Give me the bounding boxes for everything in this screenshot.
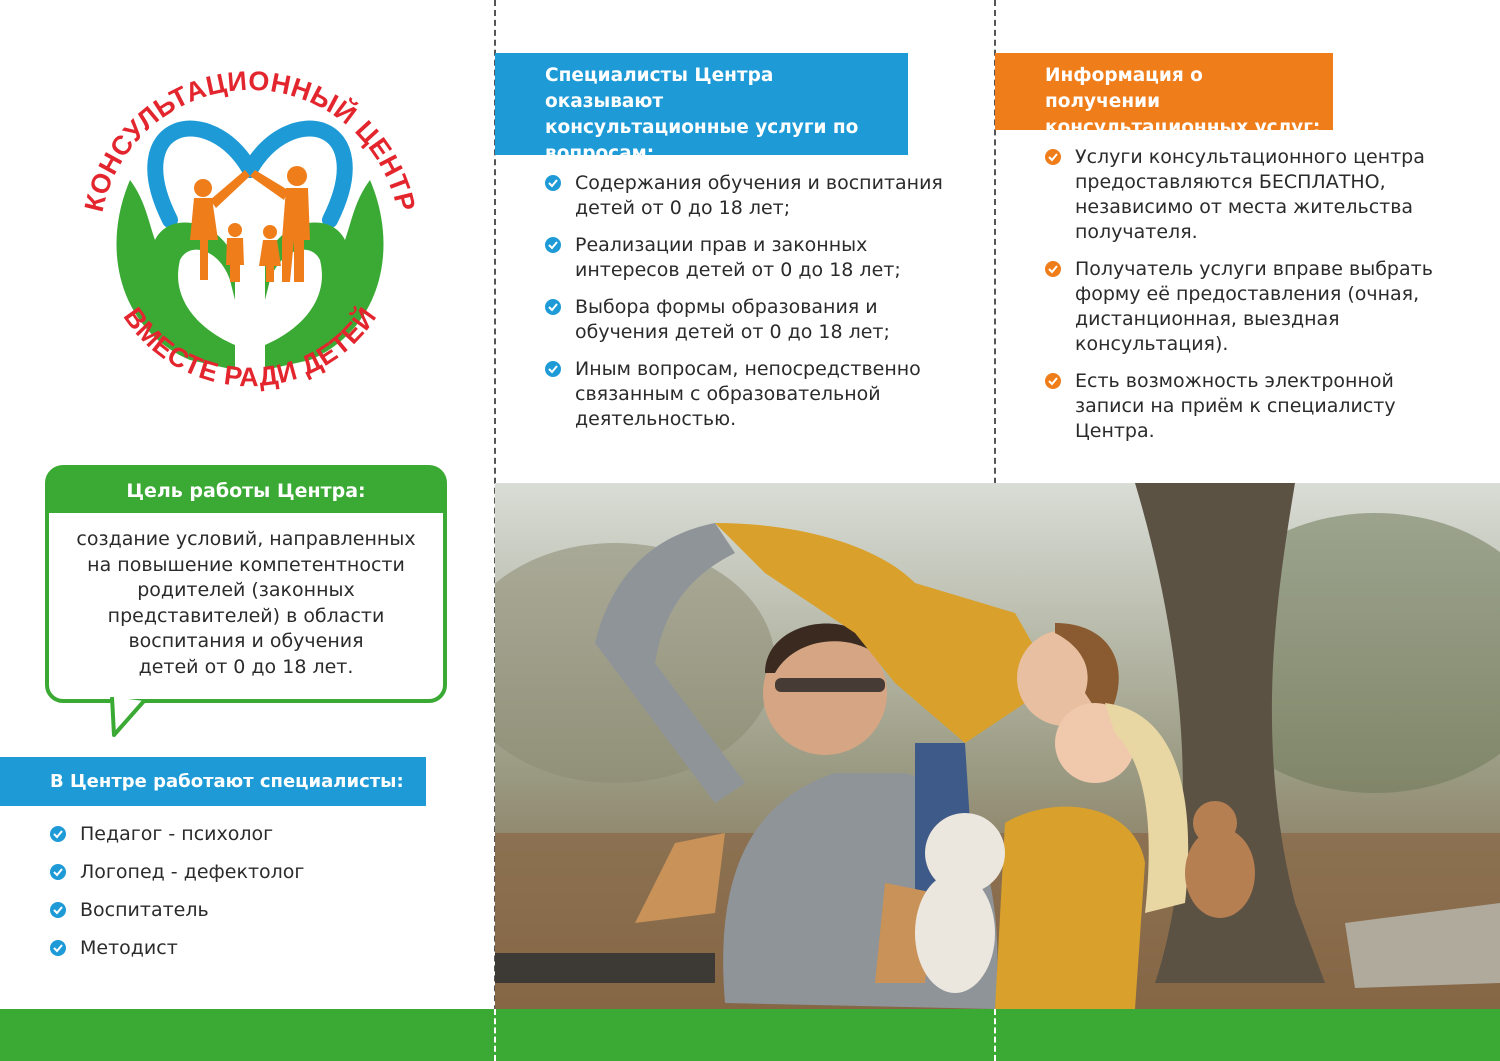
list-item: Реализации прав и законных интересов детей от 0 до 18 лет; (545, 233, 965, 283)
logo-arc-bottom: ВМЕСТЕ РАДИ ДЕТЕЙ (117, 301, 383, 393)
list-item: Получатель услуги вправе выбрать форму её предоставления (очная, дистанционная, выездная консультация). (1045, 257, 1465, 357)
check-circle-icon (545, 361, 561, 377)
family-photo (495, 483, 1500, 1009)
fold-line-bottom-right (994, 1009, 996, 1061)
bottom-bar (0, 1009, 1500, 1061)
goal-line: воспитания и обучения (128, 630, 364, 652)
list-item: Содержания обучения и воспитания детей от 0 до 18 лет; (545, 171, 965, 221)
goal-line: создание условий, направленных (76, 528, 416, 550)
info-title: Информация о получении консультационных услуг: (995, 53, 1333, 130)
goal-title: Цель работы Центра: (49, 469, 443, 513)
goal-line: представителей) в области (107, 604, 385, 627)
check-circle-icon (50, 826, 66, 842)
goal-bubble (45, 465, 447, 703)
list-item: Есть возможность электронной записи на приём к специалисту Центра. (1045, 369, 1465, 444)
logo (60, 60, 440, 420)
list-item: Выбора формы образования и обучения детей от 0 до 18 лет; (545, 295, 965, 345)
goal-line: родителей (законных (137, 579, 355, 601)
family-icon (190, 166, 310, 282)
check-circle-icon (1045, 261, 1061, 277)
list-item: Воспитатель (50, 898, 304, 936)
list-item: Методист (50, 936, 304, 974)
check-circle-icon (50, 864, 66, 880)
list-item: Логопед - дефектолог (50, 860, 304, 898)
check-circle-icon (1045, 373, 1061, 389)
goal-line: на повышение компетентности (87, 553, 405, 576)
info-list (1045, 145, 1465, 456)
list-item: Услуги консультационного центра предоставляются БЕСПЛАТНО, независимо от места жительства получателя. (1045, 145, 1465, 245)
logo-arc-top: КОНСУЛЬТАЦИОННЫЙ ЦЕНТР (78, 65, 422, 215)
list-item: Педагог - психолог (50, 822, 304, 860)
check-circle-icon (50, 940, 66, 956)
services-title: Специалисты Центра оказывают консультационные услуги по вопросам: (495, 53, 908, 155)
goal-line: детей от 0 до 18 лет. (138, 655, 354, 678)
heart-icon (155, 129, 344, 220)
check-circle-icon (545, 237, 561, 253)
specialists-title: В Центре работают специалисты: (0, 757, 426, 806)
services-list (545, 171, 965, 444)
check-circle-icon (50, 902, 66, 918)
check-circle-icon (1045, 149, 1061, 165)
list-item: Иным вопросам, непосредственно связанным с образовательной деятельностью. (545, 357, 965, 432)
specialists-list (50, 822, 304, 974)
goal-text (49, 513, 443, 680)
check-circle-icon (545, 299, 561, 315)
bubble-tail (108, 697, 148, 739)
fold-line-bottom-left (494, 1009, 496, 1061)
check-circle-icon (545, 175, 561, 191)
